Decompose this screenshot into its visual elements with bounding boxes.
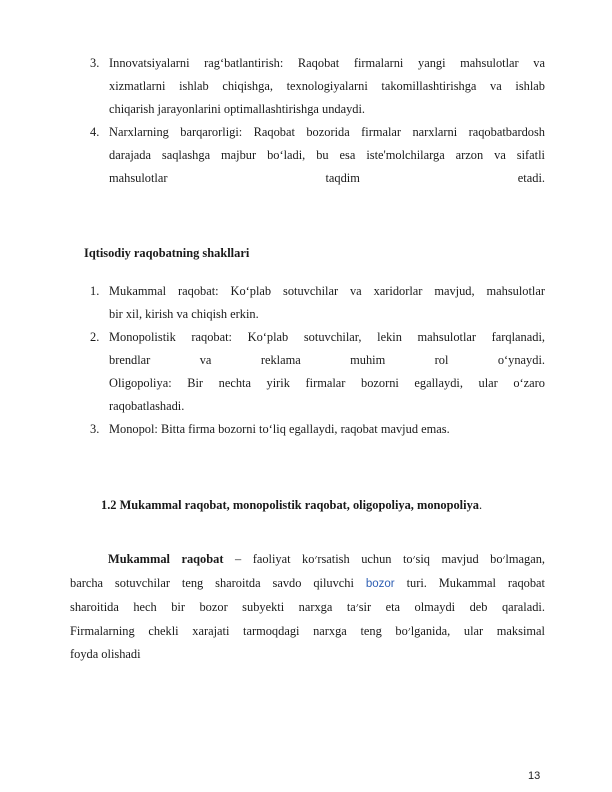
subsection-title: 1.2 Mukammal raqobat, monopolistik raqobat, oligopoliya, monopoliya bbox=[101, 498, 479, 512]
paragraph-line bbox=[70, 548, 545, 572]
list-line: mahsulotlar taqdim etadi. bbox=[109, 171, 545, 185]
list-item bbox=[90, 418, 545, 441]
paragraph-text: – faoliyat ko׳rsatish uchun to׳siq mavjud bo׳lmagan, bbox=[223, 552, 545, 566]
list-line: Monopolistik raqobat: Ko‘plab sotuvchilar, lekin mahsulotlar farqlanadi, bbox=[109, 330, 545, 344]
paragraph-text: barcha sotuvchilar teng sharoitda savdo qiluvchi bbox=[70, 575, 354, 590]
list-item bbox=[90, 326, 545, 418]
list-line: Mukammal raqobat: Ko‘plab sotuvchilar va xaridorlar mavjud, mahsulotlar bbox=[109, 284, 545, 298]
paragraph-text: turi. Mukammal raqobat bbox=[406, 575, 545, 590]
list-line: xizmatlarni ishlab chiqishga, texnologiyalarni takomillashtirishga va ishlab bbox=[109, 79, 545, 93]
list-number: 4. bbox=[90, 125, 100, 139]
subsection-heading bbox=[101, 498, 482, 513]
list-number: 2. bbox=[90, 330, 100, 344]
page-number: 13 bbox=[528, 770, 541, 782]
list-line: chiqarish jarayonlarini optimallashtirishga undaydi. bbox=[109, 102, 366, 116]
paragraph-line: Firmalarning chekli xarajati tarmoqdagi narxga teng bo׳lganida, ular maksimal bbox=[70, 623, 545, 638]
list-number: 3. bbox=[90, 56, 100, 70]
section-heading: Iqtisodiy raqobatning shakllari bbox=[84, 246, 250, 260]
list-item bbox=[90, 52, 545, 121]
list-line: Monopol: Bitta firma bozorni to‘liq egallaydi, raqobat mavjud emas. bbox=[109, 422, 450, 436]
list-line: Narxlarning barqarorligi: Raqobat bozorida firmalar narxlarni raqobatbardosh bbox=[109, 125, 545, 139]
list-line: brendlar va reklama muhim rol o‘ynaydi. bbox=[109, 353, 545, 367]
paragraph-line bbox=[70, 572, 545, 597]
paragraph-line: foyda olishadi bbox=[70, 647, 141, 661]
list-line: bir xil, kirish va chiqish erkin. bbox=[109, 307, 259, 321]
list-line: darajada saqlashga majbur bo‘ladi, bu esa iste'molchilarga arzon va sifatli bbox=[109, 148, 545, 162]
list-number: 3. bbox=[90, 422, 100, 436]
list-item bbox=[90, 280, 545, 326]
body-paragraph bbox=[70, 548, 545, 667]
list-number: 1. bbox=[90, 284, 100, 298]
paragraph-line: sharoitida hech bir bozor subyekti narxga ta׳sir eta olmaydi deb qaraladi. bbox=[70, 600, 545, 614]
subsection-suffix: . bbox=[478, 498, 483, 512]
list-line: raqobatlashadi. bbox=[109, 399, 185, 413]
list-line: Innovatsiyalarni rag‘batlantirish: Raqobat firmalarni yangi mahsulotlar va bbox=[109, 56, 545, 70]
list-line: Oligopoliya: Bir nechta yirik firmalar bozorni egallaydi, ular o‘zaro bbox=[109, 376, 545, 390]
term-bold: Mukammal raqobat bbox=[108, 552, 224, 566]
bozor-link[interactable]: bozor bbox=[365, 577, 395, 590]
list-item bbox=[90, 121, 545, 190]
